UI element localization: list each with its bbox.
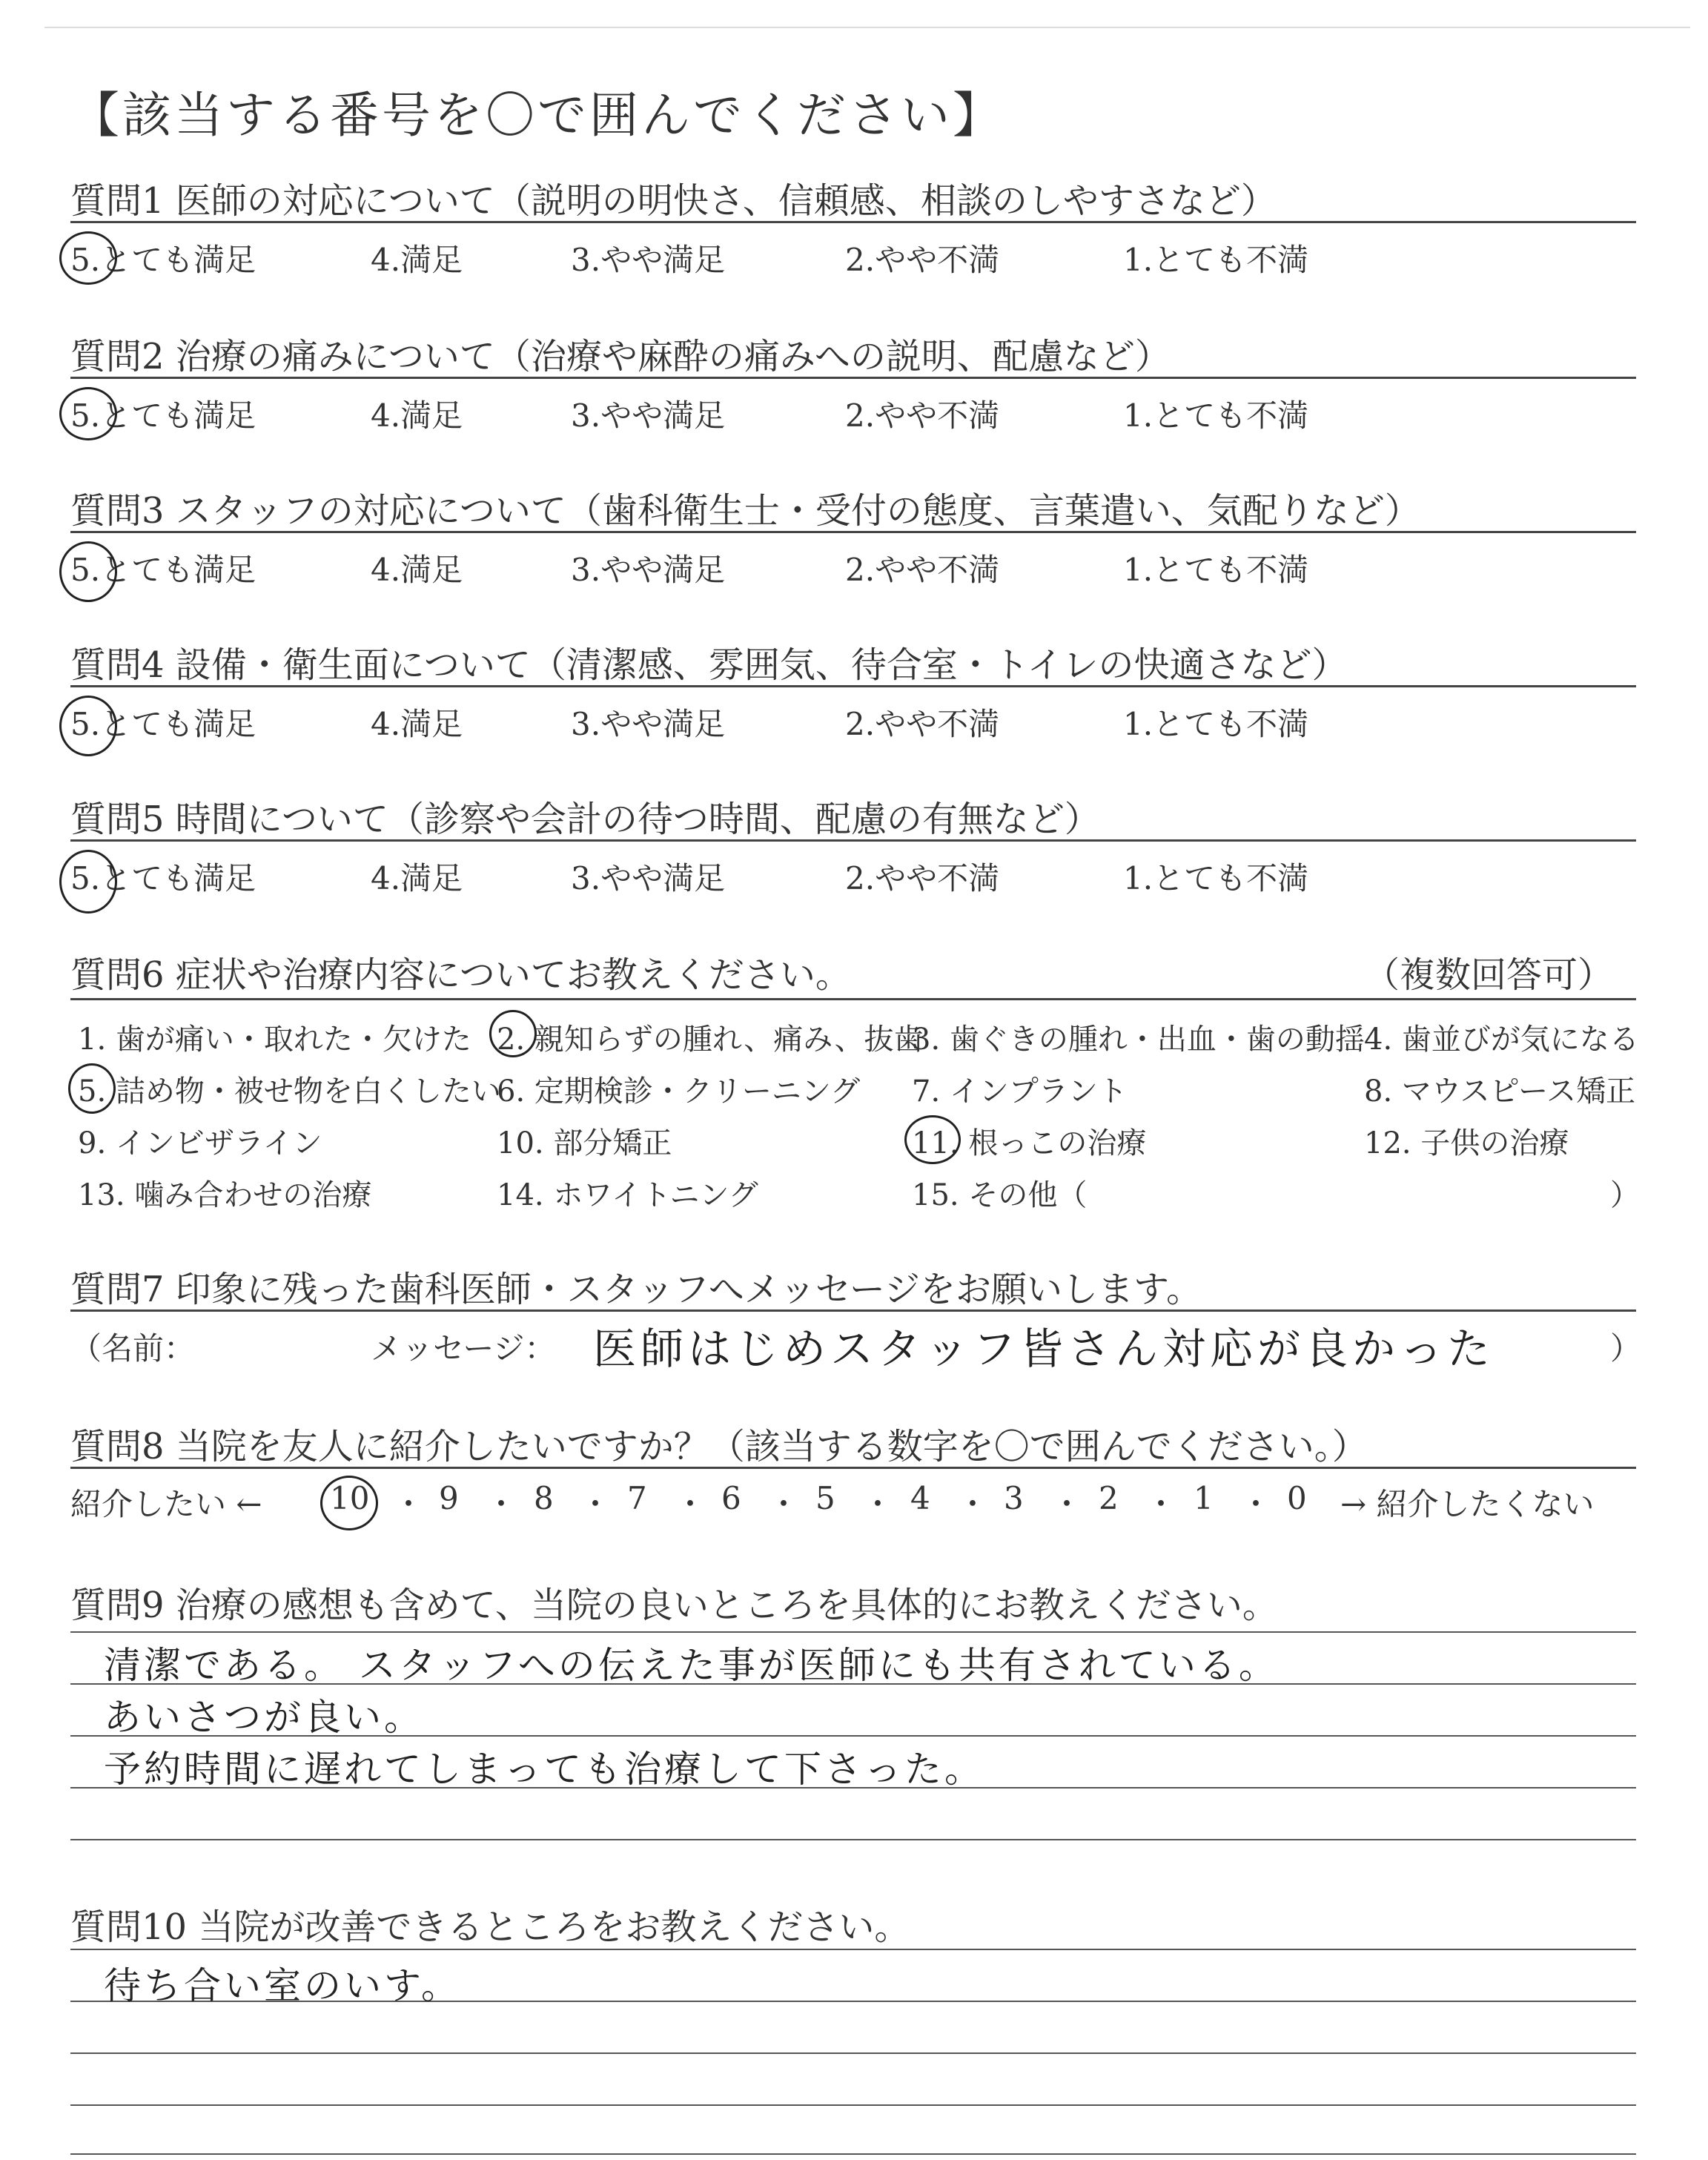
q6-option-13[interactable]: 13. 噛み合わせの治療	[78, 1178, 372, 1212]
q8-left-label: 紹介したい ←	[70, 1486, 262, 1522]
q10-answer-1: 待ち合い室のいす。	[104, 1964, 461, 2007]
q4-option-5[interactable]: 5.とても満足	[70, 706, 256, 742]
q1-option-3[interactable]: 3.やや満足	[571, 242, 726, 278]
q9-answer-line	[70, 1839, 1636, 1840]
q5-option-3[interactable]: 3.やや満足	[571, 860, 726, 896]
q7-message-label: メッセージ：	[371, 1330, 556, 1367]
q6-title: 質問6 症状や治療内容についてお教えください。	[70, 954, 851, 996]
q8-number-1[interactable]: 1	[1194, 1480, 1214, 1516]
q6-option-3[interactable]: 3. 歯ぐきの腫れ・出血・歯の動揺	[912, 1023, 1365, 1057]
q9-answer-1: 清潔である。 スタッフへの伝えた事が医師にも共有されている。	[104, 1644, 1279, 1687]
q6-rule	[70, 998, 1636, 1000]
q8-dot: ・	[1145, 1486, 1177, 1522]
q3-answer-circle	[59, 541, 117, 602]
q8-number-3[interactable]: 3	[1004, 1480, 1024, 1516]
q2-option-1[interactable]: 1.とても不満	[1123, 397, 1309, 434]
q8-number-10[interactable]: 10	[330, 1480, 370, 1516]
q2-title: 質問2 治療の痛みについて（治療や麻酔の痛みへの説明、配慮など）	[70, 336, 1171, 377]
q8-number-9[interactable]: 9	[439, 1480, 459, 1516]
q8-dot: ・	[957, 1486, 989, 1522]
q5-answer-circle	[59, 850, 117, 914]
q5-option-4[interactable]: 4.満足	[371, 860, 463, 896]
q4-answer-circle	[59, 696, 117, 756]
q1-answer-circle	[59, 231, 117, 285]
q8-number-0[interactable]: 0	[1287, 1480, 1307, 1516]
q10-answer-line	[70, 2052, 1636, 2054]
q9-answer-2: あいさつが良い。	[104, 1696, 424, 1739]
q10-answer-line	[70, 1949, 1636, 1950]
q7-message-handwritten: 医師はじめスタッフ皆さん対応が良かった	[593, 1324, 1495, 1374]
q8-number-4[interactable]: 4	[910, 1480, 930, 1516]
q2-option-3[interactable]: 3.やや満足	[571, 397, 726, 434]
q6-option-15[interactable]: 15. その他（	[912, 1178, 1088, 1212]
q1-rule	[70, 221, 1636, 223]
q9-answer-3: 予約時間に遅れてしまっても治療して下さった。	[104, 1748, 984, 1791]
q8-dot: ・	[862, 1486, 894, 1522]
q5-option-1[interactable]: 1.とても不満	[1123, 860, 1309, 896]
q5-option-2[interactable]: 2.やや不満	[845, 860, 1000, 896]
q3-rule	[70, 531, 1636, 533]
q9-answer-line	[70, 1631, 1636, 1633]
q3-option-4[interactable]: 4.満足	[371, 552, 463, 588]
q8-rule	[70, 1467, 1636, 1469]
q4-option-4[interactable]: 4.満足	[371, 706, 463, 742]
q6-option-12[interactable]: 12. 子供の治療	[1364, 1126, 1569, 1160]
q6-circle-5	[68, 1063, 116, 1114]
q5-title: 質問5 時間について（診察や会計の待つ時間、配慮の有無など）	[70, 799, 1100, 840]
q10-answer-line	[70, 2153, 1636, 2155]
q8-right-label: → 紹介したくない	[1340, 1486, 1595, 1522]
q6-note: （複数回答可）	[1364, 954, 1614, 996]
q2-option-2[interactable]: 2.やや不満	[845, 397, 1000, 434]
q7-name-label: （名前：	[70, 1330, 196, 1367]
q10-title: 質問10 当院が改善できるところをお教えください。	[70, 1906, 910, 1948]
q10-answer-line	[70, 2104, 1636, 2106]
q9-title: 質問9 治療の感想も含めて、当院の良いところを具体的にお教えください。	[70, 1585, 1278, 1626]
q8-number-8[interactable]: 8	[534, 1480, 554, 1516]
q8-dot: ・	[675, 1486, 706, 1522]
q3-option-5[interactable]: 5.とても満足	[70, 552, 256, 588]
q6-option-1[interactable]: 1. 歯が痛い・取れた・欠けた	[78, 1023, 471, 1057]
q2-answer-circle	[59, 387, 117, 440]
q4-option-3[interactable]: 3.やや満足	[571, 706, 726, 742]
q4-option-1[interactable]: 1.とても不満	[1123, 706, 1309, 742]
q4-option-2[interactable]: 2.やや不満	[845, 706, 1000, 742]
q8-dot: ・	[1240, 1486, 1272, 1522]
q7-close: ）	[1610, 1330, 1642, 1367]
q3-option-2[interactable]: 2.やや不満	[845, 552, 1000, 588]
q6-option-5[interactable]: 5. 詰め物・被せ物を白くしたい	[78, 1074, 501, 1109]
q6-option-8[interactable]: 8. マウスピース矯正	[1364, 1074, 1636, 1109]
q5-option-5[interactable]: 5.とても満足	[70, 860, 256, 896]
q6-circle-2	[489, 1010, 537, 1057]
q1-option-5[interactable]: 5.とても満足	[70, 242, 256, 278]
q7-rule	[70, 1309, 1636, 1312]
q8-answer-circle	[320, 1476, 378, 1530]
q2-option-5[interactable]: 5.とても満足	[70, 397, 256, 434]
q8-number-2[interactable]: 2	[1099, 1480, 1119, 1516]
q3-option-1[interactable]: 1.とても不満	[1123, 552, 1309, 588]
q7-title: 質問7 印象に残った歯科医師・スタッフへメッセージをお願いします。	[70, 1269, 1202, 1310]
page-heading: 【該当する番号を〇で囲んでください】	[70, 87, 1004, 144]
q6-option-7[interactable]: 7. インプラント	[912, 1074, 1128, 1109]
q6-other-close: ）	[1610, 1178, 1640, 1212]
q3-option-3[interactable]: 3.やや満足	[571, 552, 726, 588]
q3-title: 質問3 スタッフの対応について（歯科衛生士・受付の態度、言葉遣い、気配りなど）	[70, 490, 1420, 532]
q6-option-6[interactable]: 6. 定期検診・クリーニング	[497, 1074, 861, 1109]
q8-dot: ・	[1051, 1486, 1083, 1522]
q1-option-1[interactable]: 1.とても不満	[1123, 242, 1309, 278]
q1-option-2[interactable]: 2.やや不満	[845, 242, 1000, 278]
q8-dot: ・	[580, 1486, 612, 1522]
q2-option-4[interactable]: 4.満足	[371, 397, 463, 434]
top-edge-line	[44, 27, 1690, 28]
q1-option-4[interactable]: 4.満足	[371, 242, 463, 278]
q6-option-11[interactable]: 11. 根っこの治療	[912, 1126, 1147, 1160]
q5-rule	[70, 839, 1636, 842]
q6-circle-11	[904, 1115, 961, 1164]
q8-number-6[interactable]: 6	[721, 1480, 741, 1516]
q8-dot: ・	[393, 1486, 425, 1522]
q6-option-9[interactable]: 9. インビザライン	[78, 1126, 322, 1160]
q6-option-4[interactable]: 4. 歯並びが気になる	[1364, 1023, 1639, 1057]
q8-number-5[interactable]: 5	[815, 1480, 835, 1516]
q8-dot: ・	[486, 1486, 517, 1522]
q8-number-7[interactable]: 7	[627, 1480, 647, 1516]
q8-title: 質問8 当院を友人に紹介したいですか？（該当する数字を〇で囲んでください。）	[70, 1426, 1368, 1467]
q6-option-14[interactable]: 14. ホワイトニング	[497, 1178, 758, 1212]
q6-option-2[interactable]: 2. 親知らずの腫れ、痛み、抜歯	[497, 1023, 924, 1057]
q6-option-10[interactable]: 10. 部分矯正	[497, 1126, 672, 1160]
q4-title: 質問4 設備・衛生面について（清潔感、雰囲気、待合室・トイレの快適さなど）	[70, 644, 1348, 686]
q1-title: 質問1 医師の対応について（説明の明快さ、信頼感、相談のしやすさなど）	[70, 180, 1277, 222]
q2-rule	[70, 377, 1636, 379]
q8-dot: ・	[768, 1486, 800, 1522]
q4-rule	[70, 685, 1636, 687]
